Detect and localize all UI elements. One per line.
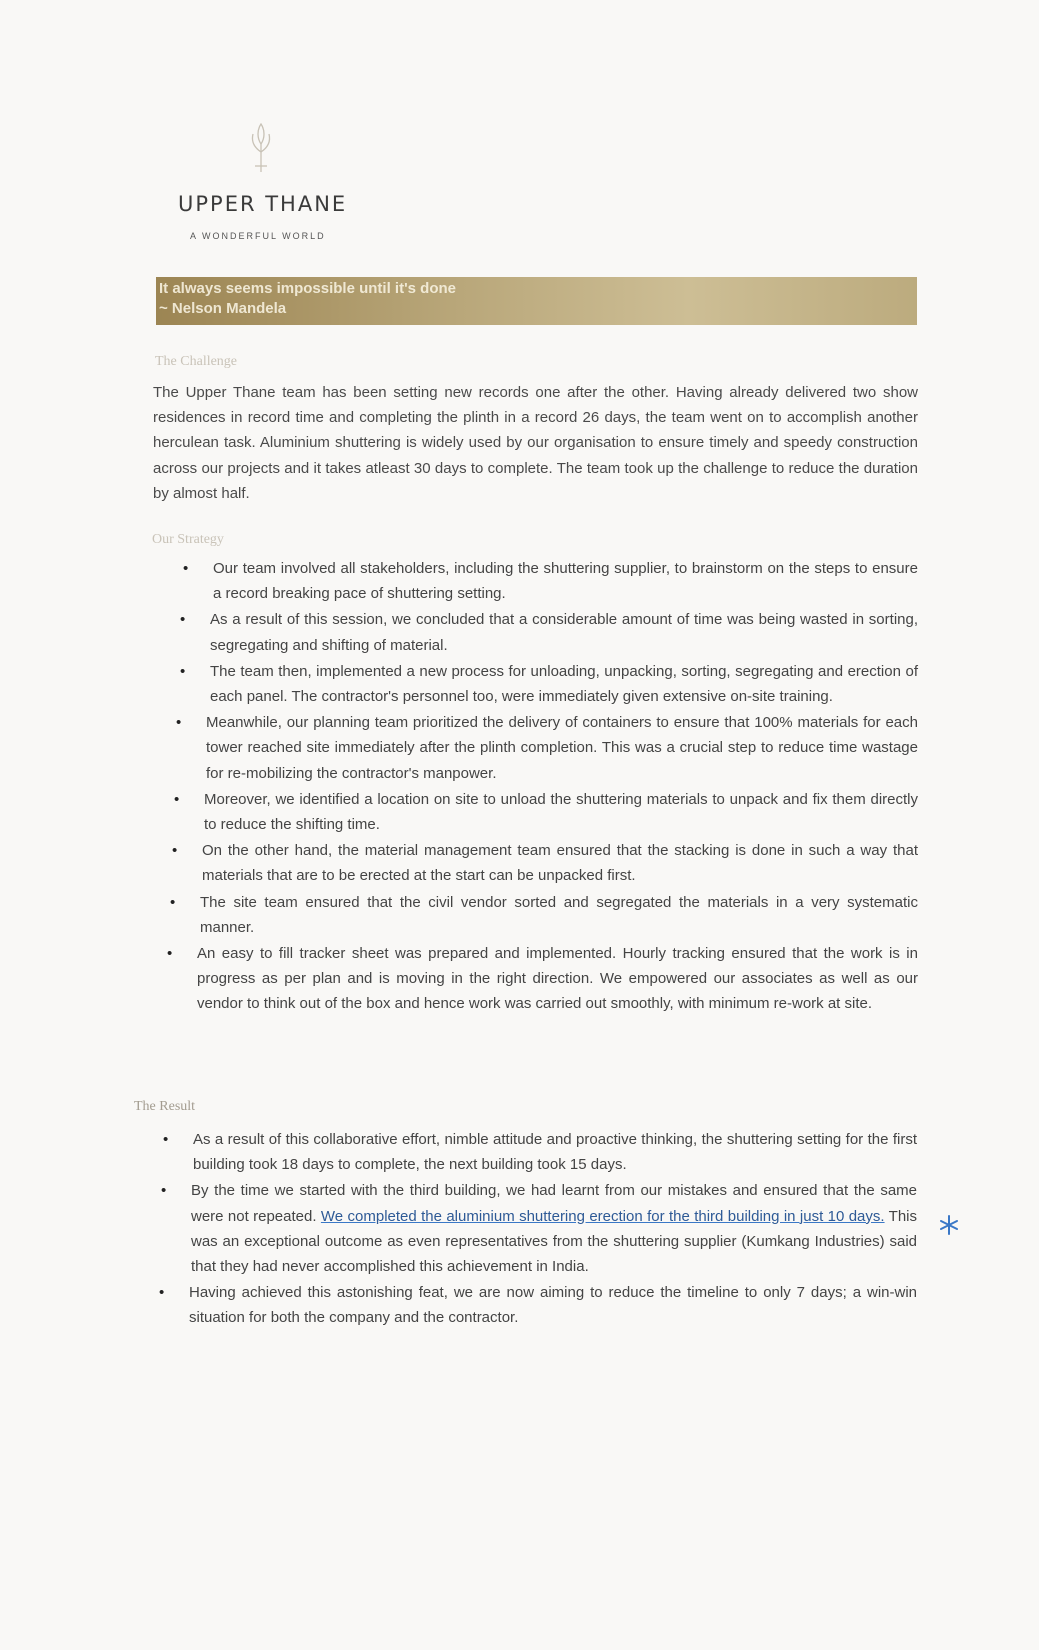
list-item: • The site team ensured that the civil vendor sorted and segregated the materials in a very systematic manner. bbox=[200, 890, 918, 940]
list-item: • Moreover, we identified a location on site to unload the shuttering materials to unpack and fix them directly to reduce the shifting time. bbox=[204, 787, 918, 837]
brand-tagline: A WONDERFUL WORLD bbox=[190, 231, 326, 241]
list-item: • On the other hand, the material management team ensured that the stacking is done in such a way that materials that are to be erected at the start can be unpacked first. bbox=[202, 838, 918, 888]
quote-text: It always seems impossible until it's done bbox=[159, 280, 456, 297]
result-list bbox=[189, 1127, 918, 1332]
list-item: • An easy to fill tracker sheet was prepared and implemented. Hourly tracking ensured that the work is in progress as per plan and is moving in the right direction. We empowered our associates as well as our vendor to think out of the box and hence work was carried out smoothly, with minimum re-work at site. bbox=[197, 941, 918, 1017]
challenge-paragraph: The Upper Thane team has been setting new records one after the other. Having already delivered two show residences in record time and completing the plinth in a record 26 days, the team went on to accomplish another herculean task. Aluminium shuttering is widely used by our organisation to ensure timely and speedy construction across our projects and it takes atleast 30 days to complete. The team took up the challenge to reduce the duration by almost half. bbox=[153, 384, 918, 502]
challenge-heading: The Challenge bbox=[155, 354, 238, 369]
list-item: • Meanwhile, our planning team prioritized the delivery of containers to ensure that 100% materials for each tower reached site immediately after the plinth completion. This was a crucial step to reduce time wastage for re-mobilizing the contractor's manpower. bbox=[206, 710, 918, 786]
list-item: • The team then, implemented a new process for unloading, unpacking, sorting, segregating and erection of each panel. The contractor's personnel too, were immediately given extensive on-site training. bbox=[210, 659, 918, 709]
list-item: • Having achieved this astonishing feat, we are now aiming to reduce the timeline to only 7 days; a win-win situation for both the company and the contractor. bbox=[189, 1280, 917, 1330]
result-heading: The Result bbox=[134, 1099, 196, 1114]
result-text: This was an exceptional outcome as even representatives from the shuttering supplier (Kumkang Industries) said that they had never accomplished this achievement in India. bbox=[191, 1207, 918, 1276]
quote-author: ~ Nelson Mandela bbox=[159, 300, 287, 317]
list-item: • As a result of this collaborative effort, nimble attitude and proactive thinking, the shuttering setting for the first building took 18 days to complete, the next building took 15 days. bbox=[193, 1127, 917, 1177]
strategy-heading: Our Strategy bbox=[152, 532, 224, 547]
brand-name: UPPER THANE bbox=[178, 192, 348, 216]
tree-logo-icon bbox=[243, 122, 279, 174]
strategy-list bbox=[197, 556, 918, 1018]
list-item bbox=[191, 1178, 917, 1279]
list-item: • Our team involved all stakeholders, including the shuttering supplier, to brainstorm on the steps to ensure a record breaking pace of shuttering setting. bbox=[213, 556, 918, 606]
quote-banner bbox=[156, 277, 917, 325]
list-item: • As a result of this session, we concluded that a considerable amount of time was being wasted in sorting, segregating and shifting of material. bbox=[210, 607, 918, 657]
result-text: By the time we started with the third building, we had learnt from our mistakes and ensured that the same were not repeated. bbox=[191, 1182, 917, 1225]
highlighted-text: We completed the aluminium shuttering erection for the third building in just 10 days. bbox=[320, 1207, 885, 1225]
asterisk-star-icon bbox=[938, 1214, 960, 1236]
